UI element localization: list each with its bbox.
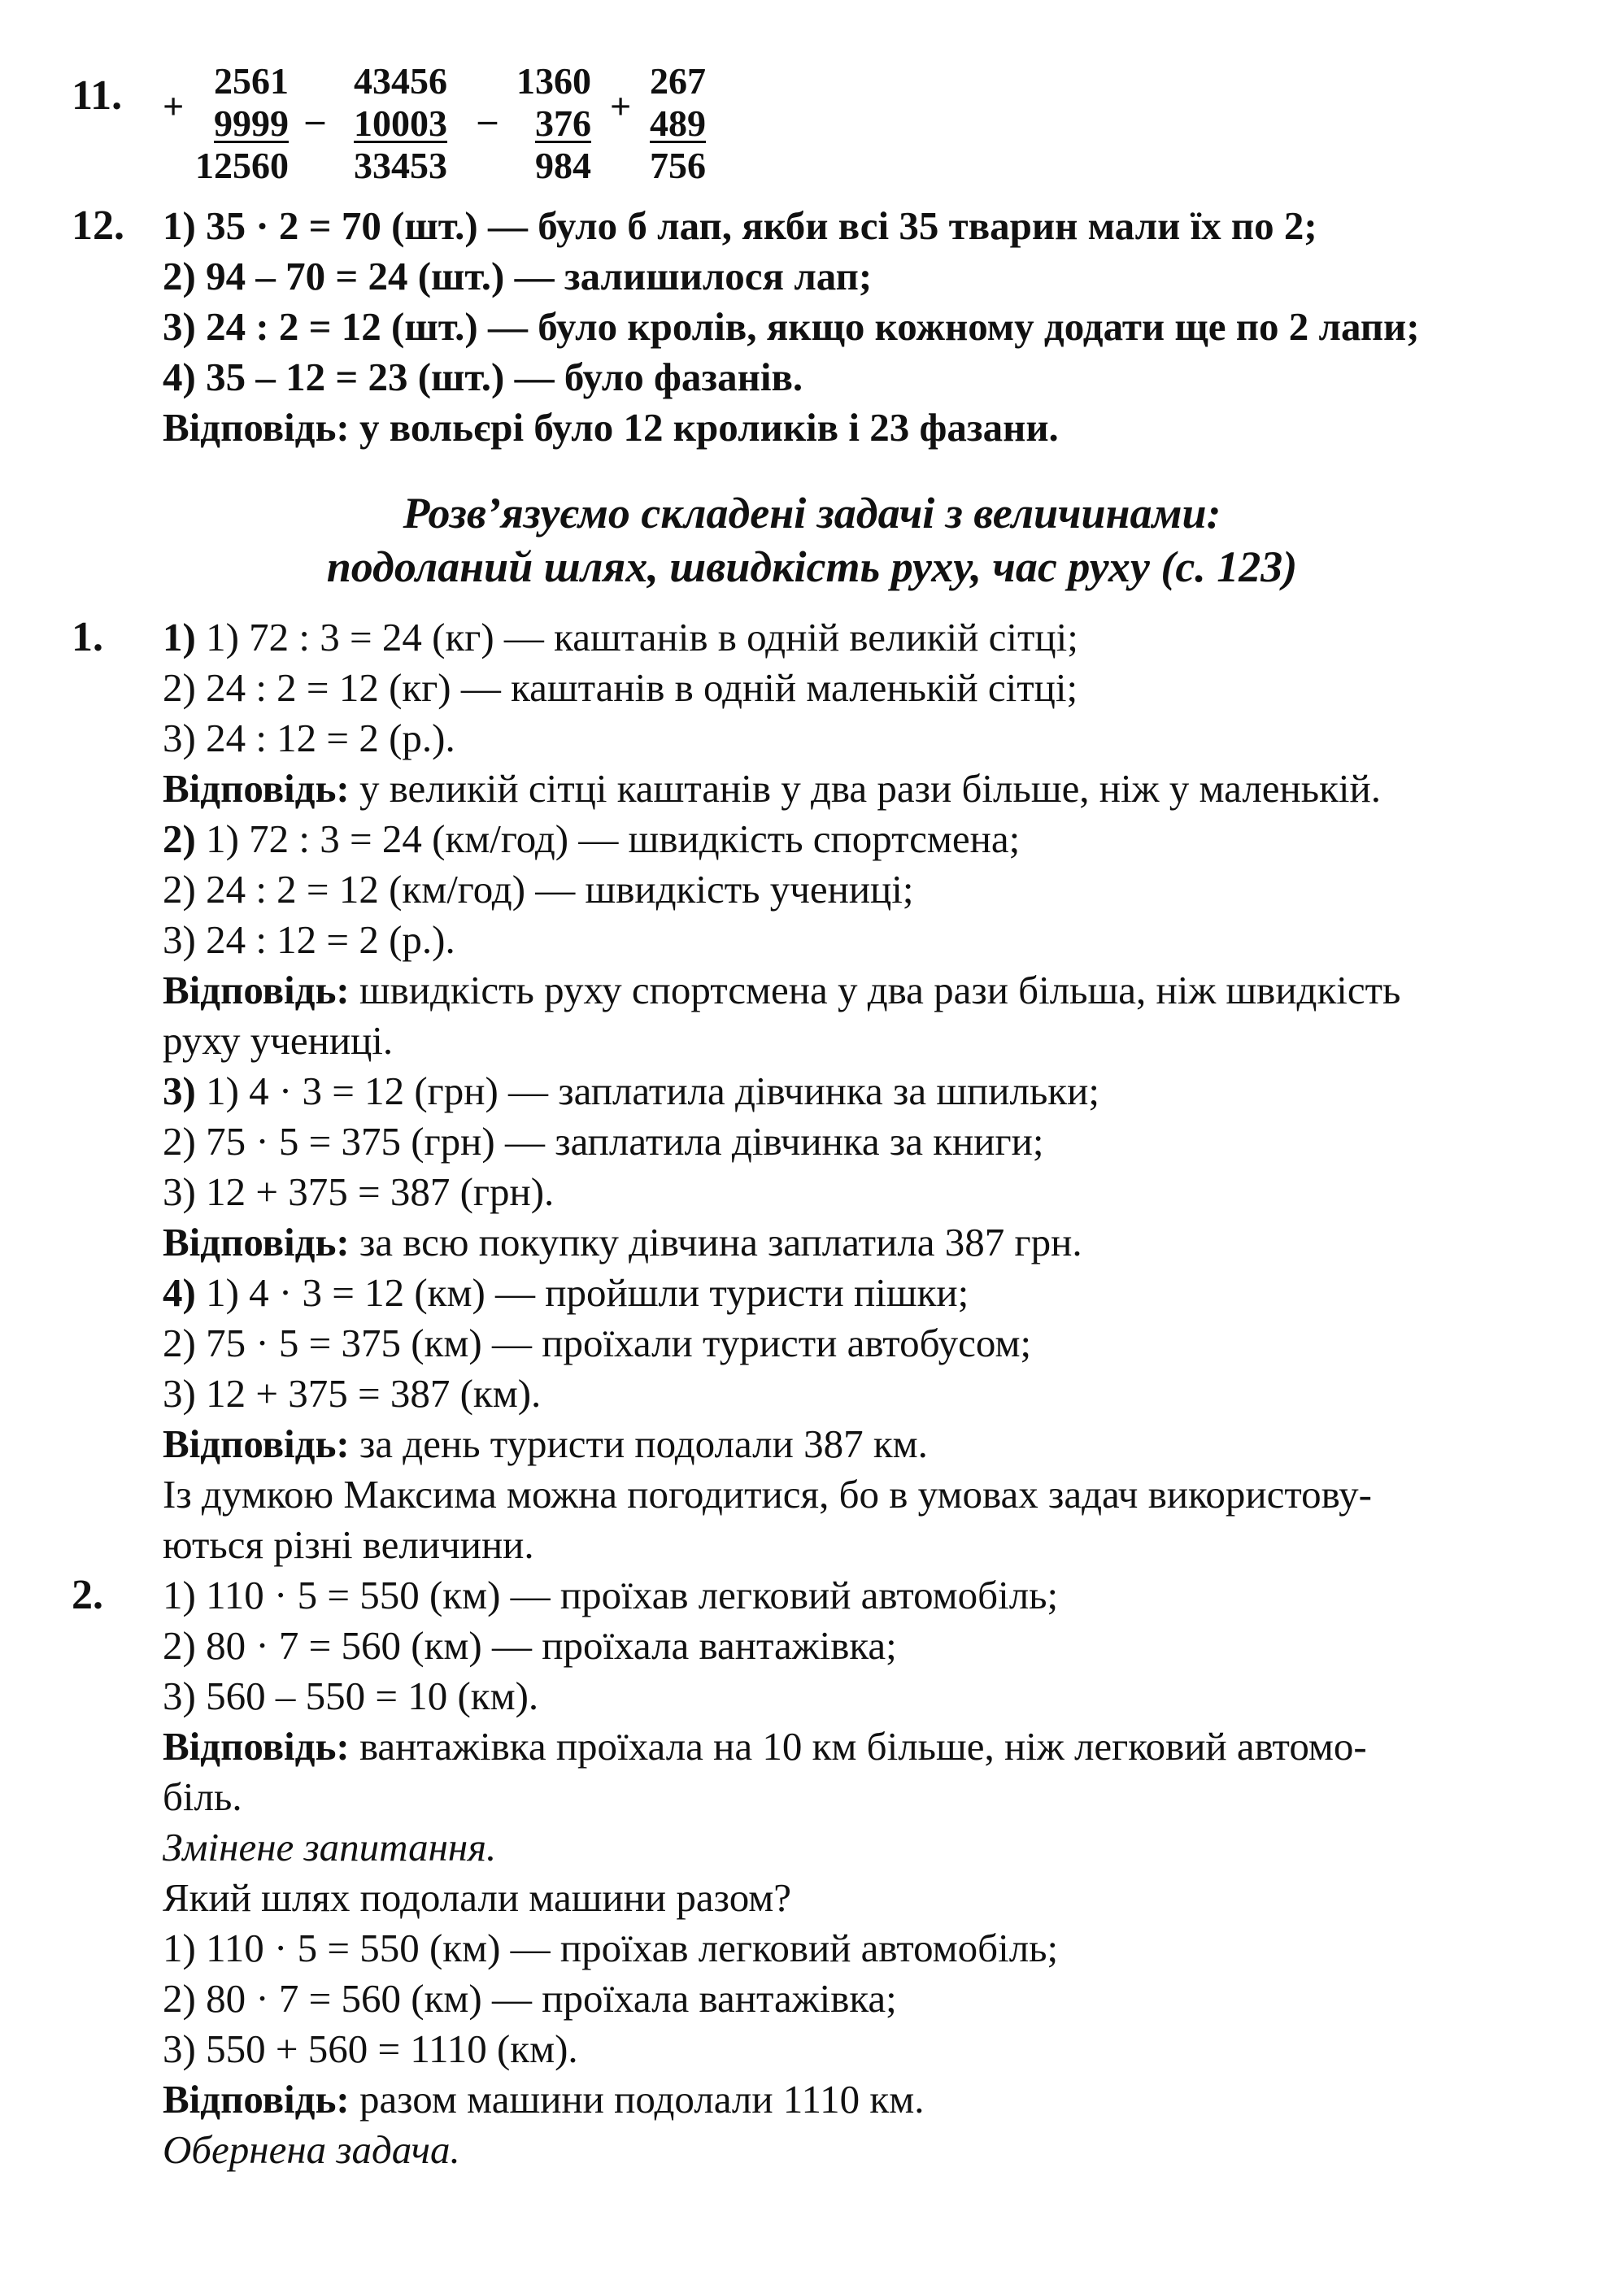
operand-b: 10003 bbox=[354, 102, 447, 144]
result: 12560 bbox=[195, 145, 289, 186]
note-line: ються різні величини. bbox=[163, 1522, 534, 1567]
operand-b: 376 bbox=[535, 102, 591, 144]
operand-a: 267 bbox=[650, 60, 706, 102]
note-line: Із думкою Максима можна погодитися, бо в умовах задач використову- bbox=[163, 1472, 1372, 1517]
column-sum-1 bbox=[167, 60, 289, 187]
task-number: 1. bbox=[72, 614, 103, 660]
solution-step: 1) 110 · 5 = 550 (км) — проїхав легковий автомобіль; bbox=[163, 1926, 1059, 1970]
answer-line: Відповідь: швидкість руху спортсмена у два рази більша, ніж швидкість bbox=[163, 968, 1401, 1012]
solution-step: 1) 35 · 2 = 70 (шт.) — було б лап, якби всі 35 тварин мали їх по 2; bbox=[163, 203, 1317, 248]
answer-label: Відповідь: bbox=[163, 1220, 350, 1264]
solution-step: 1) 110 · 5 = 550 (км) — проїхав легковий автомобіль; bbox=[163, 1573, 1059, 1617]
answer-text: у вольєрі було 12 кроликів і 23 фазани. bbox=[349, 405, 1059, 450]
column-difference-2 bbox=[492, 60, 591, 187]
answer-line: Відповідь: разом машини подолали 1110 км. bbox=[163, 2077, 925, 2122]
solution-step: 2) 1) 72 : 3 = 24 (км/год) — швидкість спортсмена; bbox=[163, 816, 1021, 861]
answer-label: Відповідь: bbox=[163, 2077, 350, 2122]
question-line: Який шлях подолали машини разом? bbox=[163, 1875, 792, 1920]
solution-step: 2) 24 : 2 = 12 (кг) — каштанів в одній маленькій сітці; bbox=[163, 665, 1078, 710]
answer-label: Відповідь: bbox=[163, 968, 350, 1012]
answer-line bbox=[163, 402, 1059, 454]
solution-step: 2) 94 – 70 = 24 (шт.) — залишилося лап; bbox=[163, 254, 873, 298]
solution-step: 2) 80 · 7 = 560 (км) — проїхала вантажівка; bbox=[163, 1976, 897, 2021]
task-number: 2. bbox=[72, 1572, 103, 1618]
section-heading: Розв’язуємо складені задачі з величинами: bbox=[403, 489, 1221, 538]
solution-step: 3) 12 + 375 = 387 (км). bbox=[163, 1371, 542, 1416]
operand-a: 1360 bbox=[516, 60, 591, 102]
solution-step: 2) 24 : 2 = 12 (км/год) — швидкість учениці; bbox=[163, 867, 914, 912]
operand-b: 9999 bbox=[214, 102, 289, 144]
operand-a: 43456 bbox=[354, 60, 447, 102]
result: 756 bbox=[650, 145, 706, 186]
result: 984 bbox=[535, 145, 591, 186]
answer-line: Відповідь: у великій сітці каштанів у два рази більше, ніж у маленькій. bbox=[163, 766, 1382, 811]
solution-step: 4) 35 – 12 = 23 (шт.) — було фазанів. bbox=[163, 355, 803, 399]
solution-step: 3) 550 + 560 = 1110 (км). bbox=[163, 2026, 578, 2071]
part-marker: 1) bbox=[163, 615, 196, 659]
solution-step: 2) 75 · 5 = 375 (км) — проїхали туристи автобусом; bbox=[163, 1321, 1032, 1365]
column-difference-1 bbox=[324, 60, 447, 187]
solution-step: 3) 24 : 12 = 2 (р.). bbox=[163, 716, 455, 760]
task-number: 11. bbox=[72, 72, 123, 119]
answer-line: Відповідь: за всю покупку дівчина заплатила 387 грн. bbox=[163, 1220, 1082, 1264]
operand-b: 489 bbox=[650, 102, 706, 144]
operand-a: 2561 bbox=[214, 60, 289, 102]
operation-sign: + bbox=[610, 85, 632, 127]
answer-line: Відповідь: вантажівка проїхала на 10 км більше, ніж легковий автомо- bbox=[163, 1724, 1367, 1769]
operation-sign: + bbox=[163, 85, 185, 127]
task-number: 12. bbox=[72, 202, 124, 249]
section-heading: подоланий шлях, швидкість руху, час руху (с. 123) bbox=[326, 542, 1298, 591]
operation-sign: – bbox=[478, 98, 497, 140]
answer-label: Відповідь: bbox=[163, 1421, 350, 1466]
solution-step: 3) 12 + 375 = 387 (грн). bbox=[163, 1169, 555, 1214]
answer-line: біль. bbox=[163, 1774, 242, 1819]
answer-label: Відповідь: bbox=[163, 766, 350, 811]
solution-step: 3) 24 : 12 = 2 (р.). bbox=[163, 917, 455, 962]
subheading-changed-question: Змінене запитання. bbox=[163, 1825, 497, 1869]
part-marker: 2) bbox=[163, 816, 196, 861]
answer-label: Відповідь: bbox=[163, 1724, 350, 1769]
solution-step: 3) 1) 4 · 3 = 12 (грн) — заплатила дівчинка за шпильки; bbox=[163, 1069, 1099, 1113]
operation-sign: – bbox=[306, 98, 324, 140]
solution-step: 2) 80 · 7 = 560 (км) — проїхала вантажівка; bbox=[163, 1623, 897, 1668]
solution-step: 4) 1) 4 · 3 = 12 (км) — пройшли туристи пішки; bbox=[163, 1270, 969, 1315]
answer-line: руху учениці. bbox=[163, 1018, 394, 1063]
part-marker: 3) bbox=[163, 1069, 196, 1113]
column-sum-2 bbox=[626, 60, 706, 187]
solution-step: 2) 75 · 5 = 375 (грн) — заплатила дівчинка за книги; bbox=[163, 1119, 1044, 1164]
result: 33453 bbox=[354, 145, 447, 186]
solution-step: 3) 560 – 550 = 10 (км). bbox=[163, 1674, 539, 1718]
solution-step: 1) 1) 72 : 3 = 24 (кг) — каштанів в одній великій сітці; bbox=[163, 615, 1078, 659]
solution-step: 3) 24 : 2 = 12 (шт.) — було кролів, якщо кожному додати ще по 2 лапи; bbox=[163, 304, 1420, 349]
subheading-inverse-task: Обернена задача. bbox=[163, 2127, 460, 2172]
answer-line: Відповідь: за день туристи подолали 387 км. bbox=[163, 1421, 928, 1466]
part-marker: 4) bbox=[163, 1270, 196, 1315]
answer-label: Відповідь: bbox=[163, 405, 350, 450]
